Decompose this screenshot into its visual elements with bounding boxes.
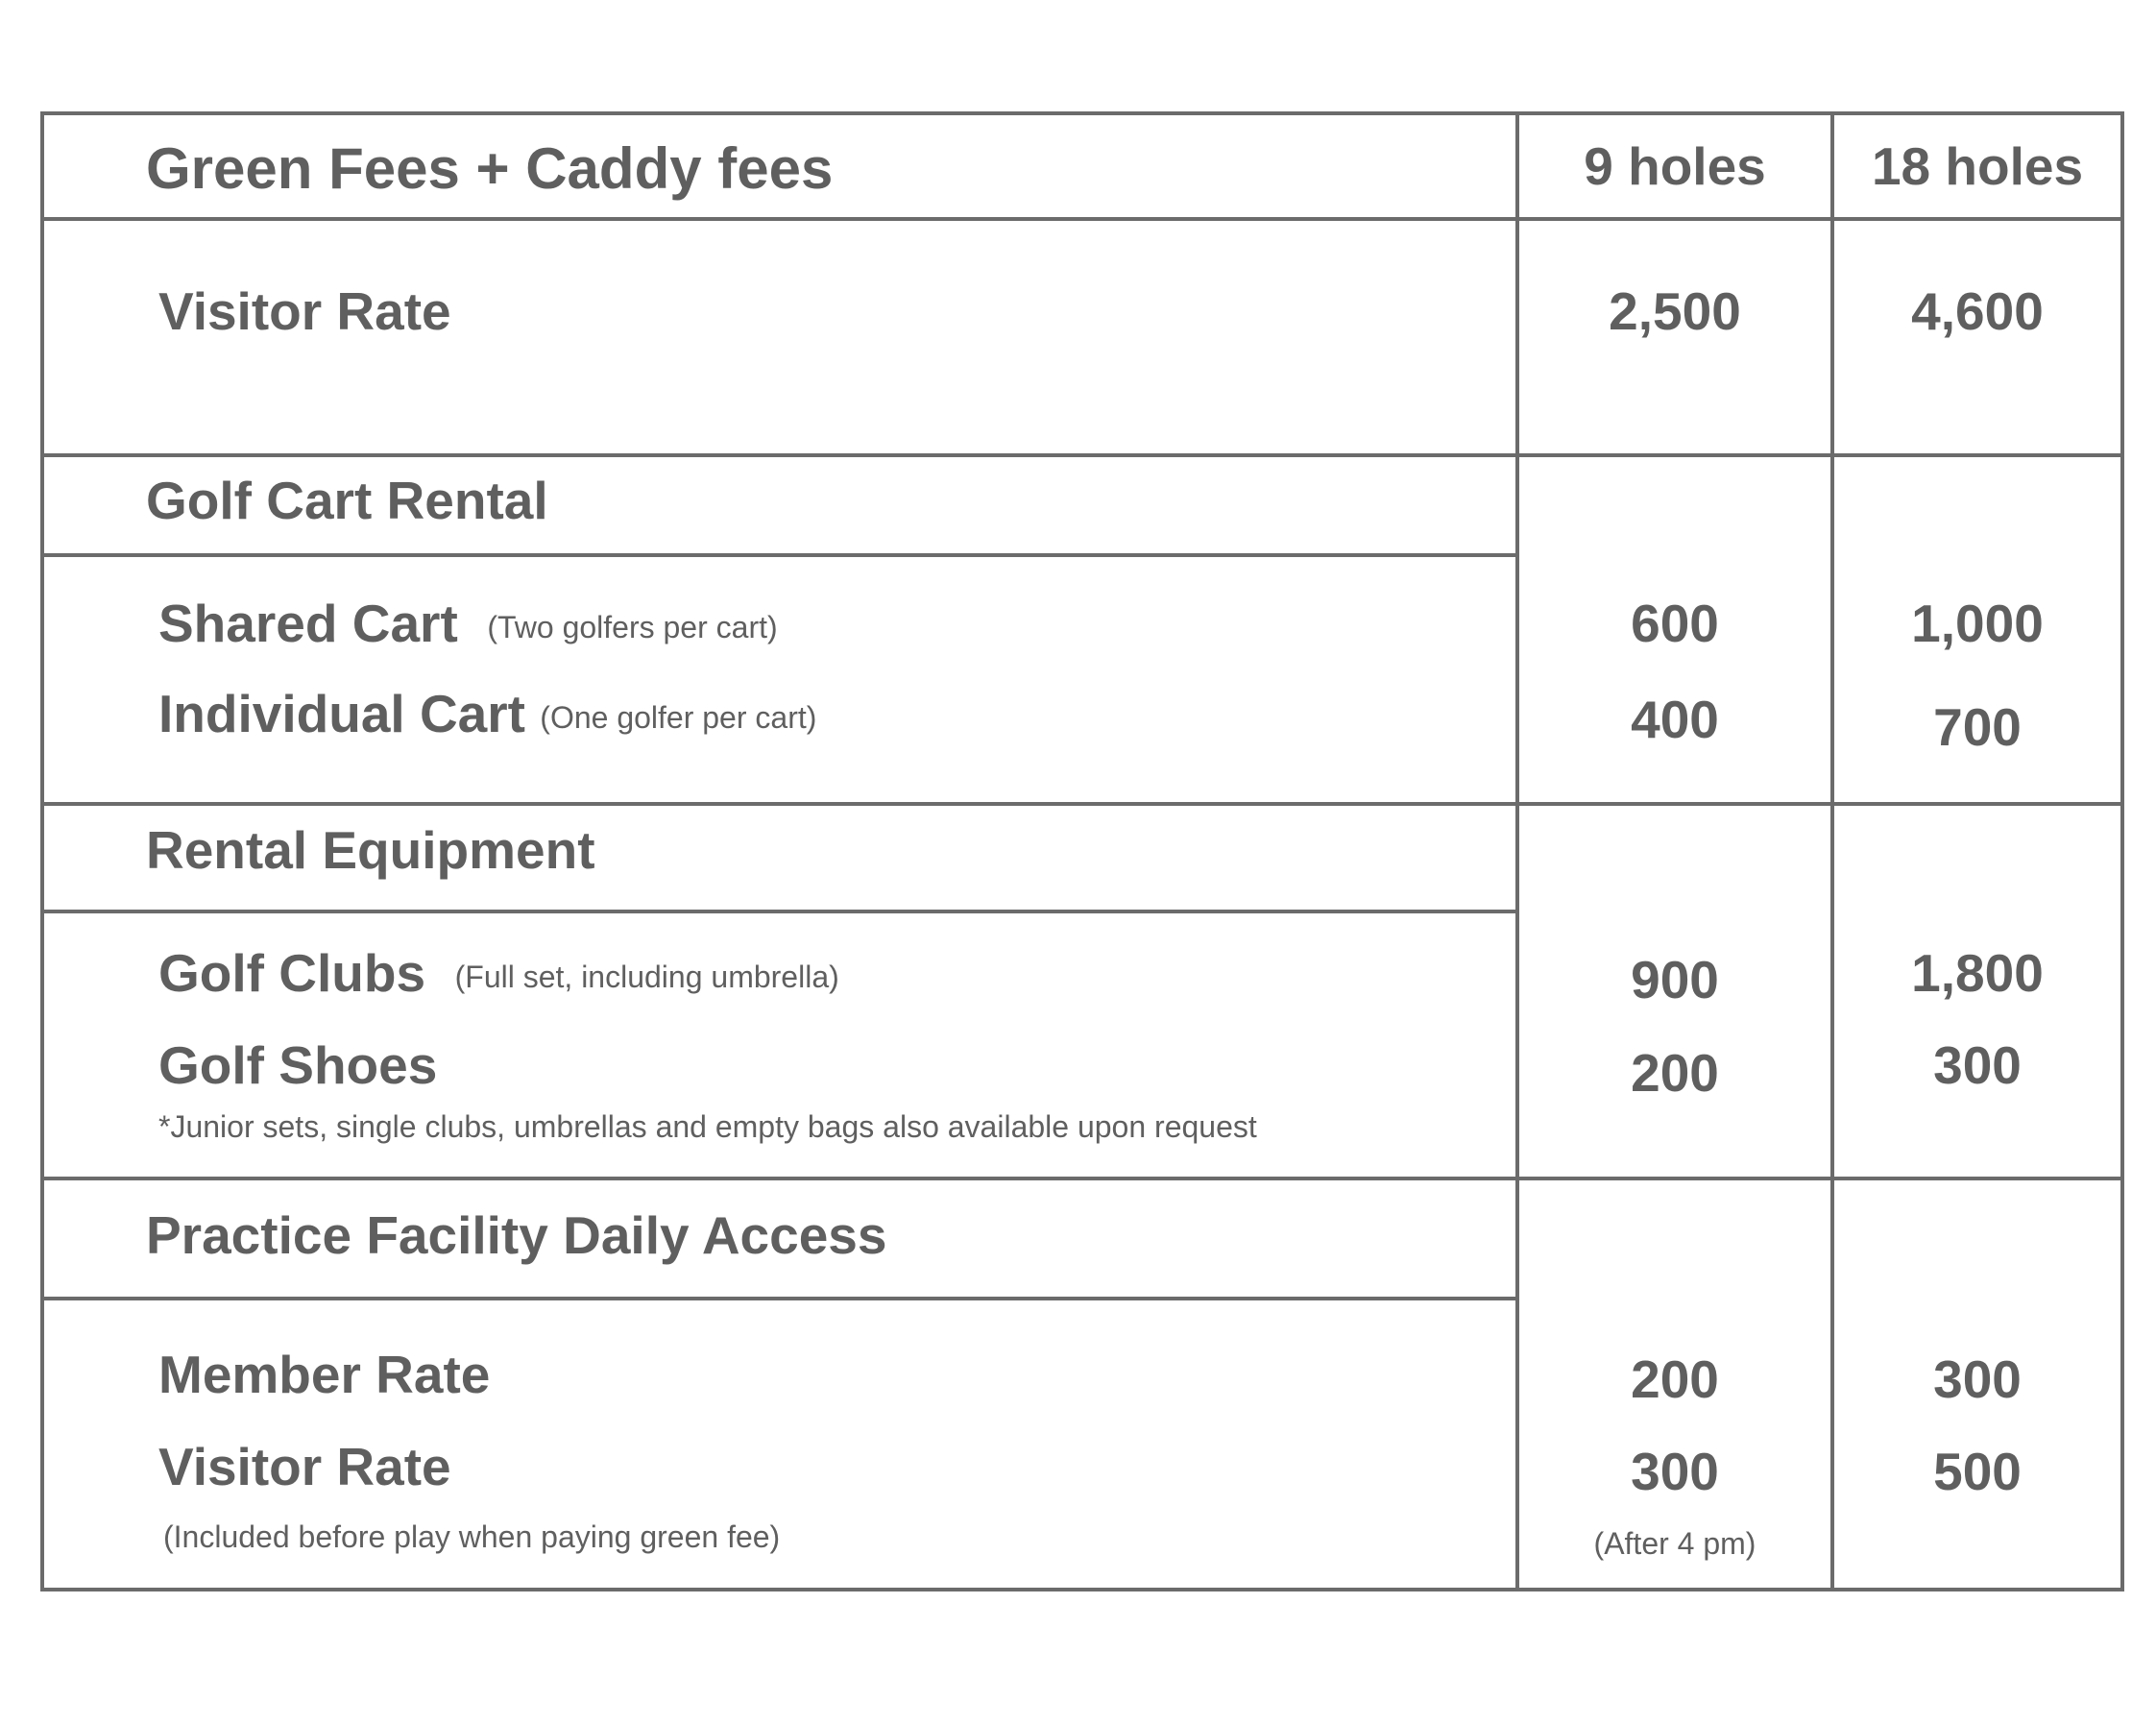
section-title-practice-facility: Practice Facility Daily Access	[146, 1205, 887, 1265]
subheader-divider	[40, 553, 1517, 557]
table-border-left	[40, 111, 44, 1591]
header-9-holes: 9 holes	[1584, 136, 1766, 196]
individual-cart-label	[158, 684, 817, 743]
table-border-top	[40, 111, 2124, 115]
shared-cart-note: (Two golfers per cart)	[487, 610, 778, 644]
member-rate-9: 200	[1631, 1349, 1719, 1409]
table-border-right	[2120, 111, 2124, 1591]
visitor-rate-label: Visitor Rate	[158, 281, 451, 341]
member-rate-18: 300	[1933, 1349, 2022, 1409]
practice-visitor-rate-label: Visitor Rate	[158, 1437, 451, 1496]
after-4pm-note: (After 4 pm)	[1593, 1526, 1756, 1561]
golf-shoes-18: 300	[1933, 1035, 2022, 1095]
golf-clubs-note: (Full set, including umbrella)	[454, 960, 839, 994]
shared-cart-label	[158, 594, 778, 653]
individual-cart-note: (One golfer per cart)	[540, 700, 817, 735]
table-border-bottom	[40, 1588, 2124, 1591]
section-title-rental-equipment: Rental Equipment	[146, 820, 595, 880]
header-divider	[40, 217, 2124, 221]
golf-shoes-9: 200	[1631, 1043, 1719, 1103]
subheader-divider	[40, 1297, 1517, 1300]
shared-cart-18: 1,000	[1911, 594, 2044, 653]
section-divider	[40, 1177, 2124, 1180]
golf-clubs-9: 900	[1631, 950, 1719, 1009]
rental-footnote: *Junior sets, single clubs, umbrellas and empty bags also available upon request	[158, 1109, 1257, 1144]
section-divider	[40, 453, 2124, 457]
member-rate-label: Member Rate	[158, 1345, 491, 1404]
golf-clubs-18: 1,800	[1911, 943, 2044, 1003]
visitor-rate-9: 2,500	[1609, 281, 1741, 341]
individual-cart-name: Individual Cart	[158, 684, 525, 743]
individual-cart-9: 400	[1631, 690, 1719, 749]
practice-visitor-rate-18: 500	[1933, 1442, 2022, 1501]
visitor-rate-18: 4,600	[1911, 281, 2044, 341]
individual-cart-18: 700	[1933, 697, 2022, 757]
section-divider	[40, 802, 2124, 806]
shared-cart-name: Shared Cart	[158, 594, 458, 653]
golf-clubs-name: Golf Clubs	[158, 943, 426, 1003]
golf-clubs-label	[158, 943, 839, 1003]
subheader-divider	[40, 910, 1517, 913]
section-title-golf-cart: Golf Cart Rental	[146, 471, 548, 530]
header-title: Green Fees + Caddy fees	[146, 136, 834, 201]
practice-visitor-note: (Included before play when paying green fee)	[163, 1519, 781, 1554]
golf-shoes-label: Golf Shoes	[158, 1035, 438, 1095]
header-18-holes: 18 holes	[1871, 136, 2084, 196]
practice-visitor-rate-9: 300	[1631, 1442, 1719, 1501]
shared-cart-9: 600	[1631, 594, 1719, 653]
